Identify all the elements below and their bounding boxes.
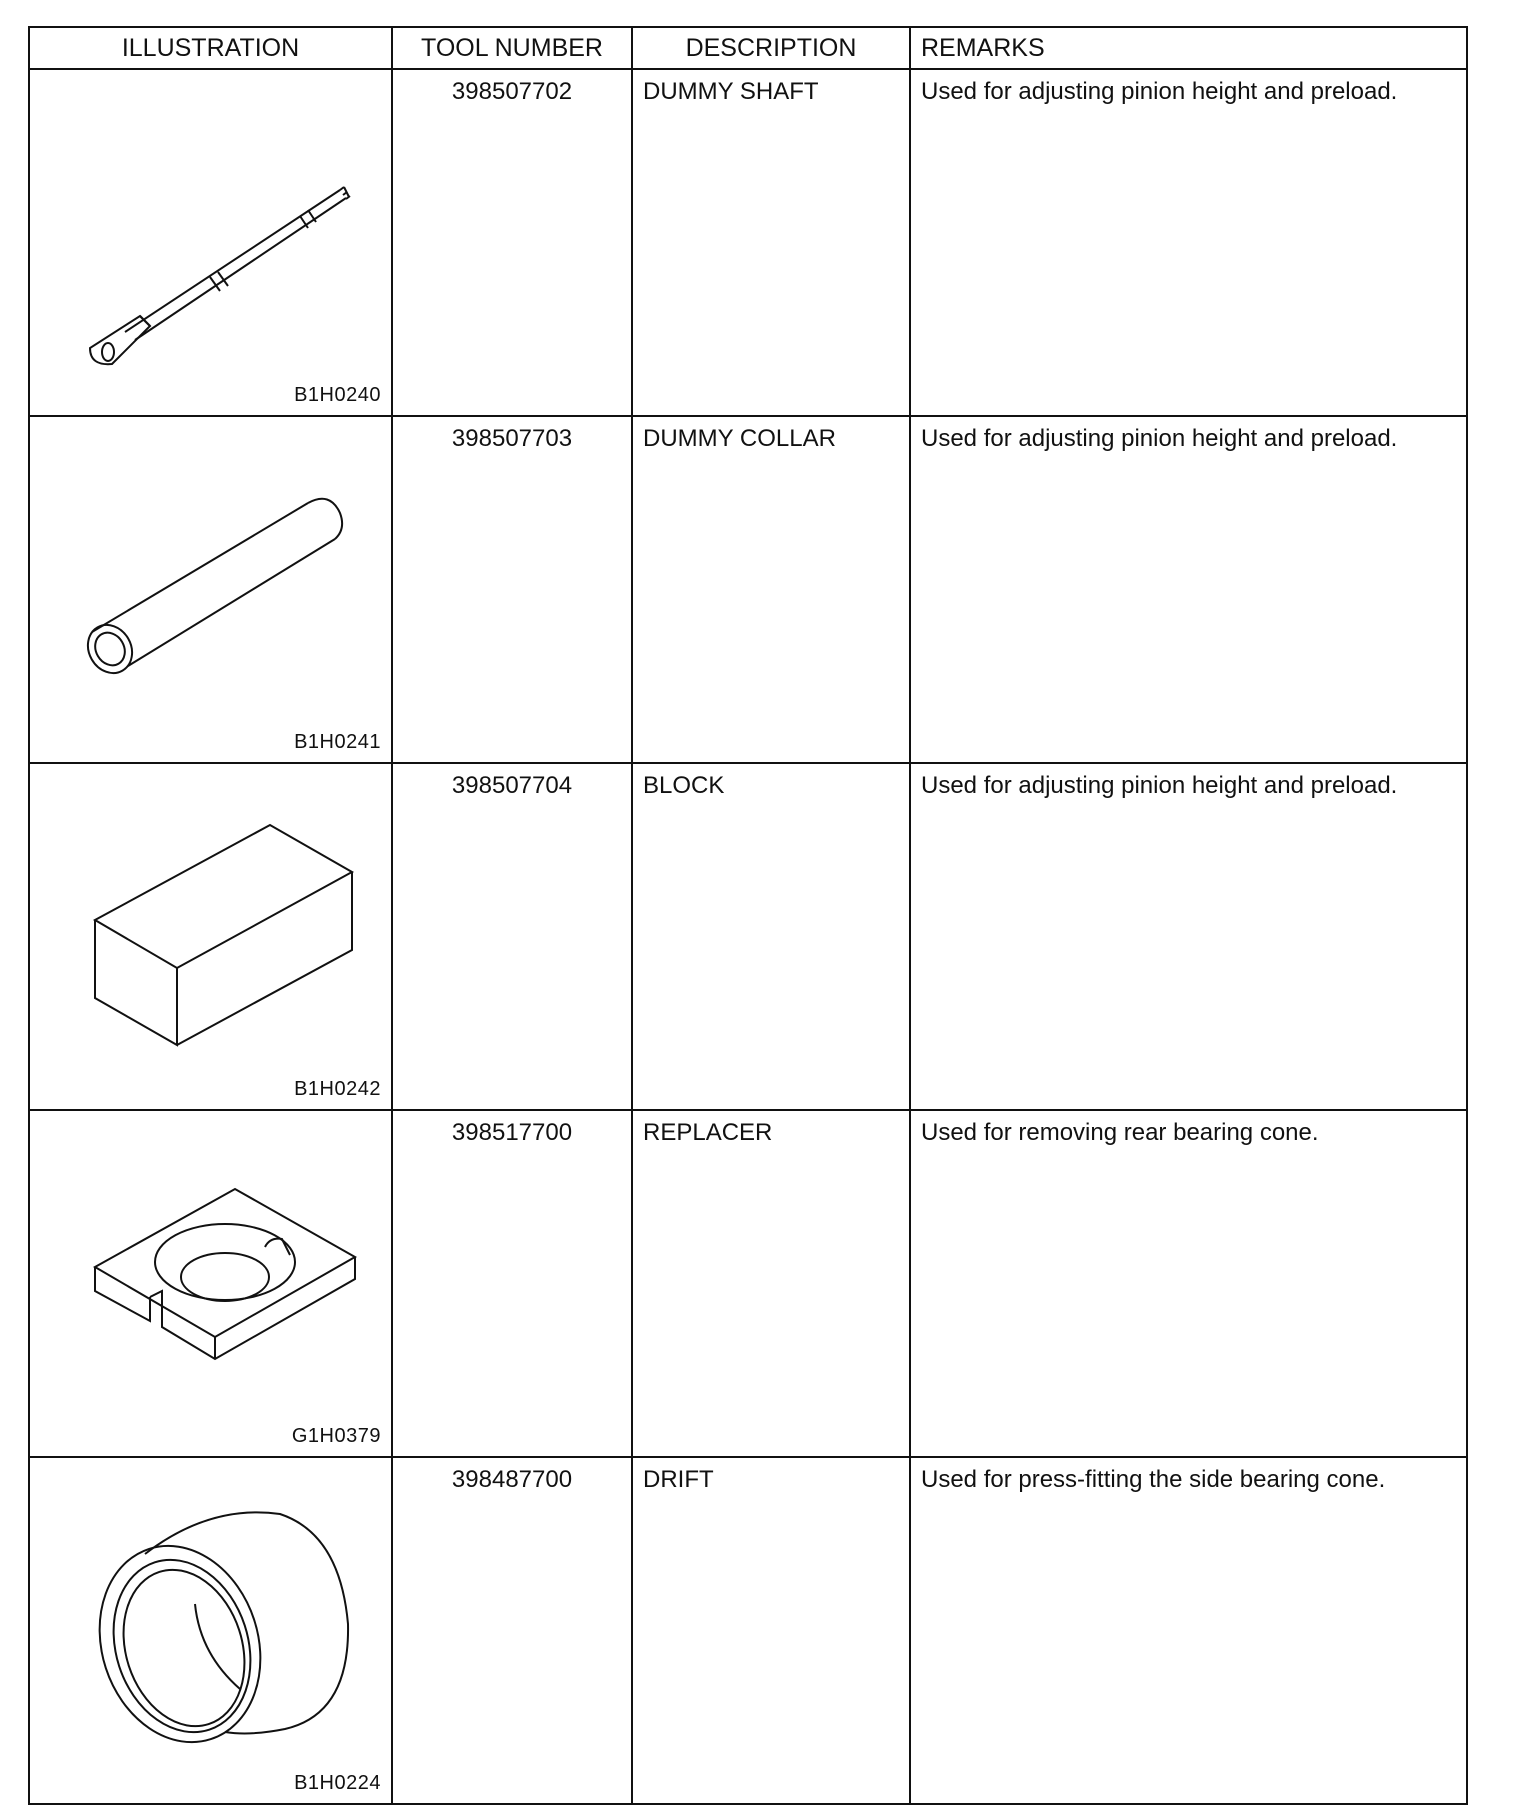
special-tools-table bbox=[28, 26, 1466, 1805]
description: DRIFT bbox=[632, 1457, 910, 1804]
illustration-cell bbox=[29, 69, 392, 416]
remarks: Used for removing rear bearing cone. bbox=[910, 1110, 1467, 1457]
illustration-cell bbox=[29, 1110, 392, 1457]
tool-number: 398487700 bbox=[392, 1457, 632, 1804]
header-row bbox=[29, 27, 1467, 69]
tool-number: 398507704 bbox=[392, 763, 632, 1110]
table-row bbox=[29, 1457, 1467, 1804]
illustration-code: B1H0242 bbox=[294, 1078, 381, 1100]
dummy-shaft-icon bbox=[50, 86, 380, 366]
description: DUMMY COLLAR bbox=[632, 416, 910, 763]
header-description: DESCRIPTION bbox=[632, 27, 910, 69]
illustration-code: B1H0224 bbox=[294, 1772, 381, 1794]
drift-icon bbox=[50, 1474, 380, 1754]
illustration-cell bbox=[29, 416, 392, 763]
replacer-icon bbox=[50, 1127, 380, 1407]
header-remarks: REMARKS bbox=[910, 27, 1467, 69]
remarks: Used for adjusting pinion height and preload. bbox=[910, 763, 1467, 1110]
illustration-code: B1H0240 bbox=[294, 384, 381, 406]
remarks: Used for press-fitting the side bearing cone. bbox=[910, 1457, 1467, 1804]
tool-number: 398517700 bbox=[392, 1110, 632, 1457]
block-icon bbox=[50, 780, 380, 1060]
remarks: Used for adjusting pinion height and preload. bbox=[910, 69, 1467, 416]
illustration-code: B1H0241 bbox=[294, 731, 381, 753]
description: REPLACER bbox=[632, 1110, 910, 1457]
header-illustration: ILLUSTRATION bbox=[29, 27, 392, 69]
table-row bbox=[29, 763, 1467, 1110]
tools-table bbox=[28, 26, 1468, 1805]
remarks: Used for adjusting pinion height and preload. bbox=[910, 416, 1467, 763]
table-row bbox=[29, 69, 1467, 416]
header-tool-number: TOOL NUMBER bbox=[392, 27, 632, 69]
table-row bbox=[29, 416, 1467, 763]
tool-number: 398507703 bbox=[392, 416, 632, 763]
table-row bbox=[29, 1110, 1467, 1457]
illustration-code: G1H0379 bbox=[291, 1425, 381, 1447]
tool-number: 398507702 bbox=[392, 69, 632, 416]
dummy-collar-icon bbox=[50, 433, 380, 713]
description: BLOCK bbox=[632, 763, 910, 1110]
description: DUMMY SHAFT bbox=[632, 69, 910, 416]
illustration-cell bbox=[29, 763, 392, 1110]
illustration-cell bbox=[29, 1457, 392, 1804]
